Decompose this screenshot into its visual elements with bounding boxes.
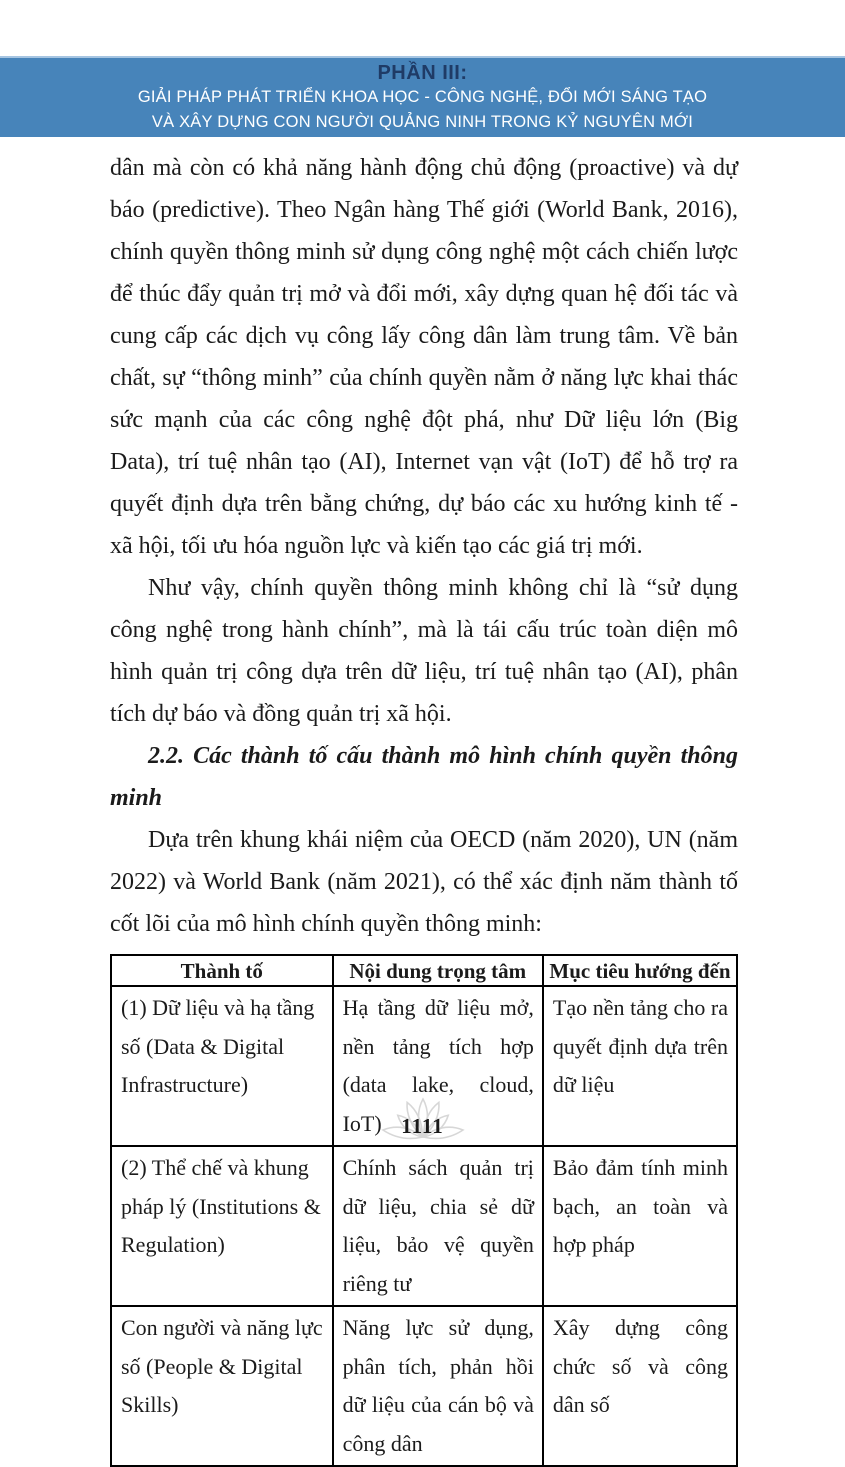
table-cell: (1) Dữ liệu và hạ tầng số (Data & Digital Infrastructure) (111, 986, 333, 1146)
table-header-row (111, 955, 737, 986)
table-cell: Bảo đảm tính minh bạch, an toàn và hợp pháp (543, 1146, 737, 1306)
table-row (111, 1146, 737, 1306)
table-header-noi-dung: Nội dung trọng tâm (333, 955, 543, 986)
header-subtitle-line-2: VÀ XÂY DỰNG CON NGƯỜI QUẢNG NINH TRONG KỶ NGUYÊN MỚI (151, 113, 694, 131)
components-table (110, 954, 738, 1467)
paragraph-nhu-vay: Như vậy, chính quyền thông minh không chỉ là “sử dụng công nghệ trong hành chính”, mà là tái cấu trúc toàn diện mô hình quản trị công dựa trên dữ liệu, trí tuệ nhân tạo (AI), phân tích dự báo và đồng quản trị xã hội. (110, 575, 738, 727)
table-cell: Chính sách quản trị dữ liệu, chia sẻ dữ liệu, bảo vệ quyền riêng tư (333, 1146, 543, 1306)
paragraph-dua-tren: Dựa trên khung khái niệm của OECD (năm 2020), UN (năm 2022) và World Bank (năm 2021), có thể xác định năm thành tố cốt lõi của mô hình chính quyền thông minh: (110, 827, 738, 937)
part-title: PHẦN III: (377, 62, 468, 84)
table-cell: Năng lực sử dụng, phân tích, phản hồi dữ liệu của cán bộ và công dân (333, 1306, 543, 1466)
table-cell: Hạ tầng dữ liệu mở, nền tảng tích hợp (data lake, cloud, IoT) (333, 986, 543, 1146)
table-cell: Tạo nền tảng cho ra quyết định dựa trên dữ liệu (543, 986, 737, 1146)
table-row (111, 1306, 737, 1466)
section-heading-2-2: 2.2. Các thành tố cấu thành mô hình chính quyền thông minh (110, 743, 738, 811)
table-cell: Xây dựng công chức số và công dân số (543, 1306, 737, 1466)
table-cell: Con người và năng lực số (People & Digital Skills) (111, 1306, 333, 1466)
paragraph-continuation: dân mà còn có khả năng hành động chủ động (proactive) và dự báo (predictive). Theo Ngân hàng Thế giới (World Bank, 2016), chính quyền thông minh sử dụng công nghệ một cách chiến lược để thúc đẩy quản trị mở và đổi mới, xây dựng quan hệ đối tác và cung cấp các dịch vụ công lấy công dân làm trung tâm. Về bản chất, sự “thông minh” của chính quyền nằm ở năng lực khai thác sức mạnh của các công nghệ đột phá, như Dữ liệu lớn (Big Data), trí tuệ nhân tạo (AI), Internet vạn vật (IoT) để hỗ trợ ra quyết định dựa trên bằng chứng, dự báo các xu hướng kinh tế - xã hội, tối ưu hóa nguồn lực và kiến tạo các giá trị mới. (110, 155, 738, 559)
page-footer (0, 1096, 845, 1156)
page-header-band (0, 56, 845, 137)
table-cell: (2) Thể chế và khung pháp lý (Institutions & Regulation) (111, 1146, 333, 1306)
lotus-ornament (375, 1096, 471, 1148)
page-number: 1111 (401, 1114, 444, 1138)
page-content (110, 147, 738, 1467)
table-header-thanh-to: Thành tố (111, 955, 333, 986)
table-header-muc-tieu: Mục tiêu hướng đến (543, 955, 737, 986)
header-subtitle-line-1: GIẢI PHÁP PHÁT TRIỂN KHOA HỌC - CÔNG NGHỆ, ĐỔI MỚI SÁNG TẠO (137, 88, 708, 106)
